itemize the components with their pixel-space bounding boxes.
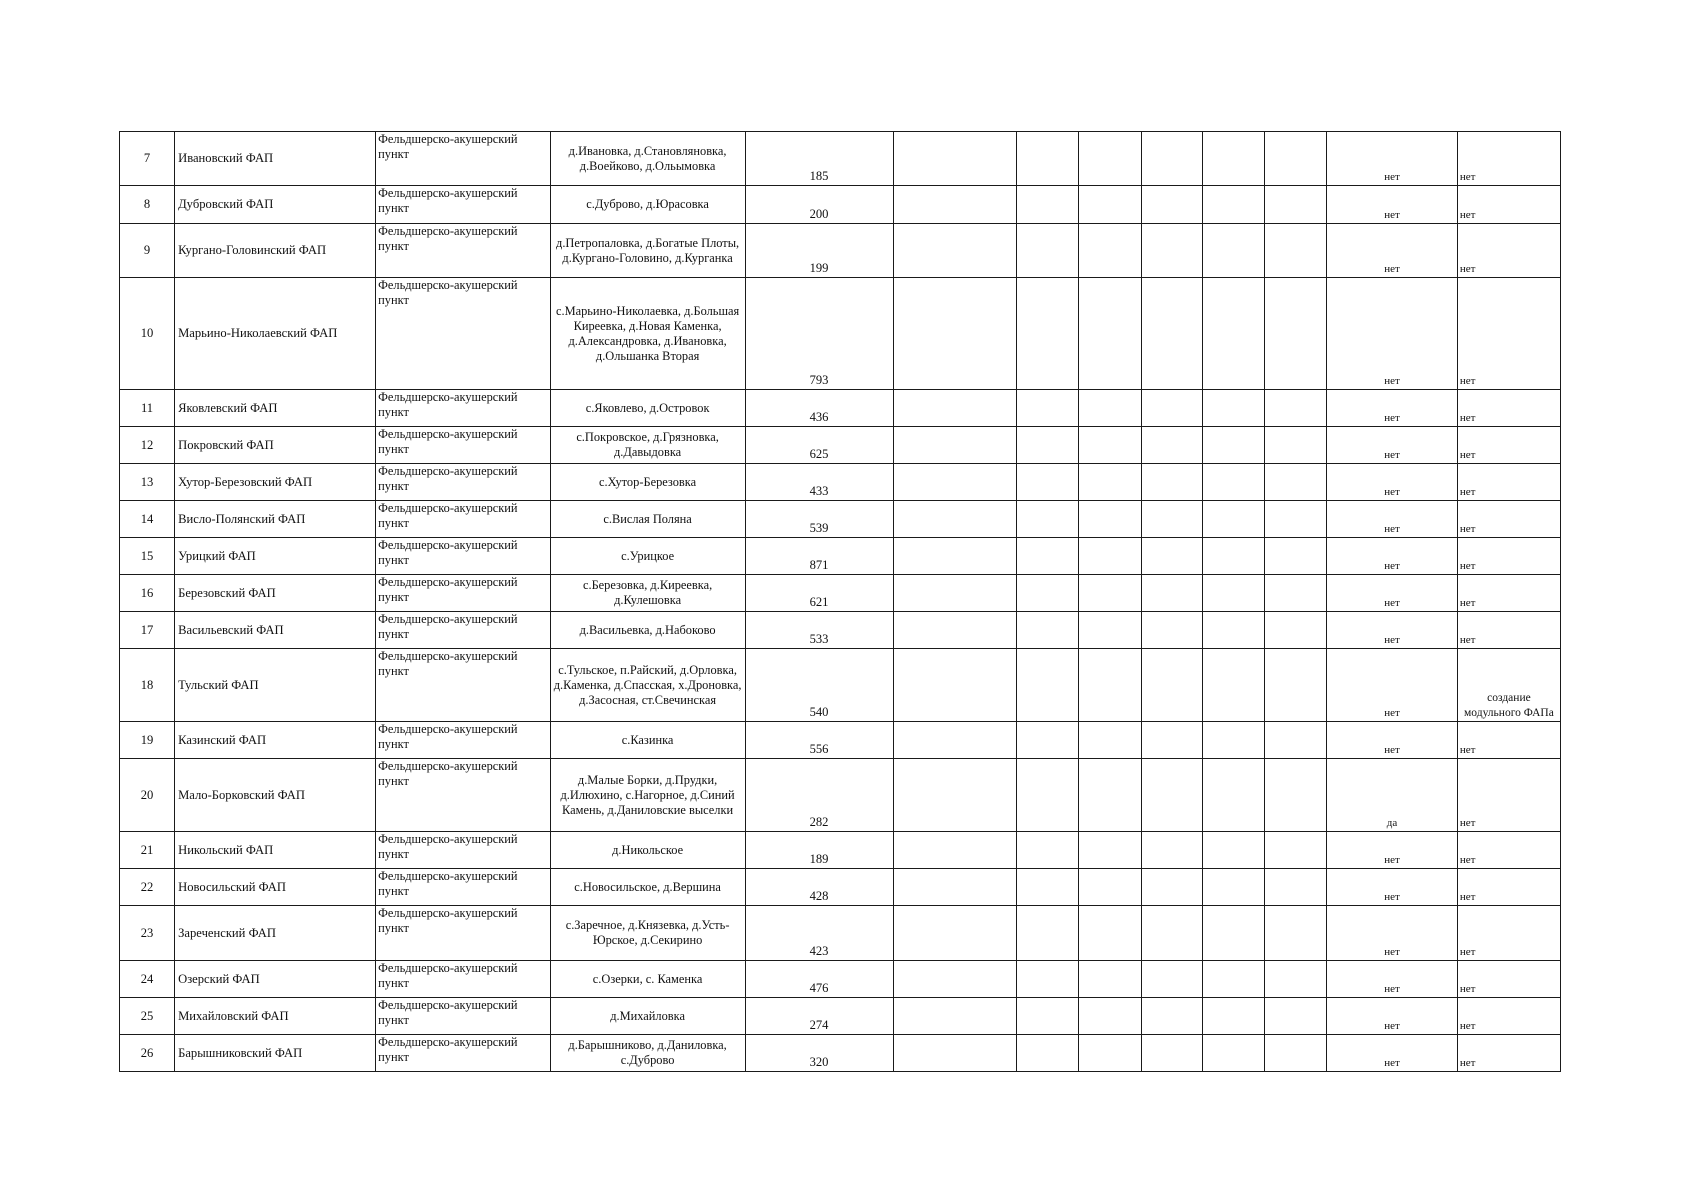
population-cell: 533 — [745, 612, 893, 649]
facility-type-cell: Фельдшерско-акушерский пункт — [376, 612, 551, 649]
table-row — [120, 501, 1561, 538]
facility-name-cell: Кургано-Головинский ФАП — [175, 224, 376, 278]
plan-cell: нет — [1457, 998, 1560, 1035]
population-cell: 540 — [745, 649, 893, 722]
row-number-cell: 14 — [120, 501, 175, 538]
empty-cell — [1079, 427, 1141, 464]
row-number-cell: 23 — [120, 906, 175, 961]
empty-cell — [1264, 538, 1326, 575]
empty-cell — [1079, 538, 1141, 575]
facility-type-cell: Фельдшерско-акушерский пункт — [376, 575, 551, 612]
table-row — [120, 538, 1561, 575]
empty-cell — [893, 501, 1016, 538]
empty-cell — [1079, 278, 1141, 390]
empty-cell — [1141, 464, 1202, 501]
settlements-cell: д.Ивановка, д.Становляновка, д.Воейково, д.Ольымовка — [550, 132, 745, 186]
empty-cell — [893, 278, 1016, 390]
license-cell: нет — [1327, 1035, 1458, 1072]
table-row — [120, 832, 1561, 869]
license-cell: нет — [1327, 501, 1458, 538]
empty-cell — [893, 538, 1016, 575]
population-cell: 436 — [745, 390, 893, 427]
row-number-cell: 16 — [120, 575, 175, 612]
facility-type-cell: Фельдшерско-акушерский пункт — [376, 961, 551, 998]
row-number-cell: 24 — [120, 961, 175, 998]
facility-type-cell: Фельдшерско-акушерский пункт — [376, 649, 551, 722]
row-number-cell: 26 — [120, 1035, 175, 1072]
empty-cell — [1079, 1035, 1141, 1072]
empty-cell — [1264, 464, 1326, 501]
empty-cell — [1202, 278, 1264, 390]
empty-cell — [893, 612, 1016, 649]
empty-cell — [1017, 132, 1079, 186]
population-cell: 793 — [745, 278, 893, 390]
facility-name-cell: Барышниковский ФАП — [175, 1035, 376, 1072]
empty-cell — [1264, 501, 1326, 538]
settlements-cell: д.Малые Борки, д.Прудки, д.Илюхино, с.Нагорное, д.Синий Камень, д.Даниловские выселки — [550, 759, 745, 832]
table-row — [120, 1035, 1561, 1072]
facility-name-cell: Мало-Борковский ФАП — [175, 759, 376, 832]
plan-cell: нет — [1457, 906, 1560, 961]
empty-cell — [1264, 1035, 1326, 1072]
facility-name-cell: Марьино-Николаевский ФАП — [175, 278, 376, 390]
facility-name-cell: Ивановский ФАП — [175, 132, 376, 186]
empty-cell — [1141, 278, 1202, 390]
license-cell: нет — [1327, 278, 1458, 390]
facility-type-cell: Фельдшерско-акушерский пункт — [376, 186, 551, 224]
plan-cell: нет — [1457, 427, 1560, 464]
plan-cell: нет — [1457, 722, 1560, 759]
row-number-cell: 21 — [120, 832, 175, 869]
plan-cell: нет — [1457, 186, 1560, 224]
empty-cell — [893, 575, 1016, 612]
row-number-cell: 10 — [120, 278, 175, 390]
facility-name-cell: Новосильский ФАП — [175, 869, 376, 906]
empty-cell — [1141, 186, 1202, 224]
license-cell: нет — [1327, 961, 1458, 998]
table-row — [120, 759, 1561, 832]
empty-cell — [1017, 649, 1079, 722]
empty-cell — [1264, 832, 1326, 869]
empty-cell — [1017, 224, 1079, 278]
population-cell: 556 — [745, 722, 893, 759]
empty-cell — [1141, 132, 1202, 186]
row-number-cell: 9 — [120, 224, 175, 278]
row-number-cell: 11 — [120, 390, 175, 427]
settlements-cell: д.Никольское — [550, 832, 745, 869]
empty-cell — [893, 869, 1016, 906]
empty-cell — [1202, 612, 1264, 649]
settlements-cell: д.Петропаловка, д.Богатые Плоты, д.Кургано-Головино, д.Курганка — [550, 224, 745, 278]
facility-name-cell: Дубровский ФАП — [175, 186, 376, 224]
empty-cell — [1017, 759, 1079, 832]
empty-cell — [1264, 722, 1326, 759]
population-cell: 476 — [745, 961, 893, 998]
facility-name-cell: Березовский ФАП — [175, 575, 376, 612]
facility-name-cell: Висло-Полянский ФАП — [175, 501, 376, 538]
empty-cell — [1079, 575, 1141, 612]
empty-cell — [1079, 906, 1141, 961]
empty-cell — [893, 464, 1016, 501]
empty-cell — [1202, 501, 1264, 538]
empty-cell — [1079, 832, 1141, 869]
plan-cell: нет — [1457, 575, 1560, 612]
empty-cell — [1079, 390, 1141, 427]
empty-cell — [1264, 390, 1326, 427]
empty-cell — [893, 649, 1016, 722]
empty-cell — [1141, 1035, 1202, 1072]
empty-cell — [1141, 961, 1202, 998]
empty-cell — [1141, 224, 1202, 278]
facility-type-cell: Фельдшерско-акушерский пункт — [376, 759, 551, 832]
empty-cell — [1079, 464, 1141, 501]
table-row — [120, 575, 1561, 612]
empty-cell — [1202, 186, 1264, 224]
table-row — [120, 998, 1561, 1035]
table-row — [120, 427, 1561, 464]
table-row — [120, 278, 1561, 390]
population-cell: 625 — [745, 427, 893, 464]
empty-cell — [1202, 906, 1264, 961]
license-cell: нет — [1327, 464, 1458, 501]
license-cell: нет — [1327, 612, 1458, 649]
empty-cell — [1202, 961, 1264, 998]
empty-cell — [893, 186, 1016, 224]
population-cell: 539 — [745, 501, 893, 538]
empty-cell — [893, 759, 1016, 832]
empty-cell — [1202, 427, 1264, 464]
table-row — [120, 961, 1561, 998]
facility-name-cell: Казинский ФАП — [175, 722, 376, 759]
empty-cell — [1202, 575, 1264, 612]
license-cell: нет — [1327, 538, 1458, 575]
settlements-cell: с.Марьино-Николаевка, д.Большая Киреевка, д.Новая Каменка, д.Александровка, д.Ивановка, д.Ольшанка Вторая — [550, 278, 745, 390]
empty-cell — [1264, 649, 1326, 722]
empty-cell — [1141, 538, 1202, 575]
empty-cell — [1017, 1035, 1079, 1072]
settlements-cell: с.Новосильское, д.Вершина — [550, 869, 745, 906]
table-row — [120, 906, 1561, 961]
population-cell: 274 — [745, 998, 893, 1035]
population-cell: 428 — [745, 869, 893, 906]
table-row — [120, 649, 1561, 722]
facility-type-cell: Фельдшерско-акушерский пункт — [376, 427, 551, 464]
plan-cell: нет — [1457, 278, 1560, 390]
plan-cell: нет — [1457, 759, 1560, 832]
settlements-cell: с.Урицкое — [550, 538, 745, 575]
empty-cell — [1017, 278, 1079, 390]
empty-cell — [893, 1035, 1016, 1072]
settlements-cell: с.Покровское, д.Грязновка, д.Давыдовка — [550, 427, 745, 464]
empty-cell — [1202, 722, 1264, 759]
empty-cell — [1202, 832, 1264, 869]
settlements-cell: с.Вислая Поляна — [550, 501, 745, 538]
empty-cell — [1017, 464, 1079, 501]
empty-cell — [1017, 538, 1079, 575]
table-row — [120, 722, 1561, 759]
settlements-cell: с.Яковлево, д.Островок — [550, 390, 745, 427]
license-cell: нет — [1327, 869, 1458, 906]
empty-cell — [1079, 759, 1141, 832]
empty-cell — [1017, 998, 1079, 1035]
empty-cell — [1141, 501, 1202, 538]
facility-type-cell: Фельдшерско-акушерский пункт — [376, 464, 551, 501]
empty-cell — [1264, 961, 1326, 998]
row-number-cell: 22 — [120, 869, 175, 906]
population-cell: 185 — [745, 132, 893, 186]
facility-type-cell: Фельдшерско-акушерский пункт — [376, 278, 551, 390]
empty-cell — [1141, 906, 1202, 961]
population-cell: 199 — [745, 224, 893, 278]
facility-name-cell: Тульский ФАП — [175, 649, 376, 722]
empty-cell — [1017, 390, 1079, 427]
plan-cell: нет — [1457, 832, 1560, 869]
plan-cell: нет — [1457, 224, 1560, 278]
empty-cell — [893, 132, 1016, 186]
facility-name-cell: Покровский ФАП — [175, 427, 376, 464]
settlements-cell: с.Казинка — [550, 722, 745, 759]
empty-cell — [1264, 278, 1326, 390]
table-row — [120, 464, 1561, 501]
population-cell: 320 — [745, 1035, 893, 1072]
empty-cell — [1079, 722, 1141, 759]
empty-cell — [1141, 575, 1202, 612]
row-number-cell: 20 — [120, 759, 175, 832]
facility-type-cell: Фельдшерско-акушерский пункт — [376, 832, 551, 869]
plan-cell: нет — [1457, 464, 1560, 501]
settlements-cell: с.Заречное, д.Князевка, д.Усть-Юрское, д.Секирино — [550, 906, 745, 961]
settlements-cell: с.Хутор-Березовка — [550, 464, 745, 501]
empty-cell — [1264, 224, 1326, 278]
empty-cell — [1079, 501, 1141, 538]
empty-cell — [1017, 427, 1079, 464]
empty-cell — [1017, 501, 1079, 538]
empty-cell — [1141, 390, 1202, 427]
empty-cell — [1264, 759, 1326, 832]
facility-type-cell: Фельдшерско-акушерский пункт — [376, 390, 551, 427]
empty-cell — [893, 390, 1016, 427]
empty-cell — [1264, 575, 1326, 612]
empty-cell — [1202, 464, 1264, 501]
license-cell: нет — [1327, 224, 1458, 278]
license-cell: нет — [1327, 998, 1458, 1035]
row-number-cell: 15 — [120, 538, 175, 575]
empty-cell — [1017, 612, 1079, 649]
empty-cell — [1079, 186, 1141, 224]
facility-type-cell: Фельдшерско-акушерский пункт — [376, 538, 551, 575]
facility-type-cell: Фельдшерско-акушерский пункт — [376, 906, 551, 961]
settlements-cell: с.Озерки, с. Каменка — [550, 961, 745, 998]
row-number-cell: 12 — [120, 427, 175, 464]
facility-type-cell: Фельдшерско-акушерский пункт — [376, 998, 551, 1035]
empty-cell — [1141, 832, 1202, 869]
facility-name-cell: Хутор-Березовский ФАП — [175, 464, 376, 501]
empty-cell — [1079, 132, 1141, 186]
facility-name-cell: Зареченский ФАП — [175, 906, 376, 961]
plan-cell: нет — [1457, 961, 1560, 998]
row-number-cell: 13 — [120, 464, 175, 501]
plan-cell: нет — [1457, 390, 1560, 427]
settlements-cell: с.Дуброво, д.Юрасовка — [550, 186, 745, 224]
table-row — [120, 390, 1561, 427]
facility-name-cell: Васильевский ФАП — [175, 612, 376, 649]
empty-cell — [1141, 427, 1202, 464]
settlements-cell: д.Михайловка — [550, 998, 745, 1035]
empty-cell — [1202, 132, 1264, 186]
facility-name-cell: Михайловский ФАП — [175, 998, 376, 1035]
license-cell: нет — [1327, 132, 1458, 186]
empty-cell — [893, 998, 1016, 1035]
plan-cell: нет — [1457, 132, 1560, 186]
plan-cell: нет — [1457, 1035, 1560, 1072]
plan-cell: нет — [1457, 612, 1560, 649]
plan-cell: нет — [1457, 538, 1560, 575]
empty-cell — [1264, 186, 1326, 224]
facility-type-cell: Фельдшерско-акушерский пункт — [376, 501, 551, 538]
settlements-cell: с.Тульское, п.Райский, д.Орловка, д.Каменка, д.Спасская, х.Дроновка, д.Засосная, ст.Свечинская — [550, 649, 745, 722]
population-cell: 621 — [745, 575, 893, 612]
empty-cell — [1202, 390, 1264, 427]
settlements-cell: с.Березовка, д.Киреевка, д.Кулешовка — [550, 575, 745, 612]
population-cell: 423 — [745, 906, 893, 961]
empty-cell — [1202, 538, 1264, 575]
empty-cell — [1017, 869, 1079, 906]
empty-cell — [893, 961, 1016, 998]
population-cell: 433 — [745, 464, 893, 501]
empty-cell — [1017, 722, 1079, 759]
empty-cell — [1017, 906, 1079, 961]
table-row — [120, 869, 1561, 906]
plan-cell: создание модульного ФАПа — [1457, 649, 1560, 722]
settlements-cell: д.Васильевка, д.Набоково — [550, 612, 745, 649]
row-number-cell: 19 — [120, 722, 175, 759]
empty-cell — [893, 224, 1016, 278]
facility-type-cell: Фельдшерско-акушерский пункт — [376, 1035, 551, 1072]
table-row — [120, 224, 1561, 278]
empty-cell — [1079, 224, 1141, 278]
empty-cell — [1202, 869, 1264, 906]
empty-cell — [1202, 759, 1264, 832]
plan-cell: нет — [1457, 869, 1560, 906]
license-cell: нет — [1327, 832, 1458, 869]
license-cell: нет — [1327, 186, 1458, 224]
empty-cell — [1141, 998, 1202, 1035]
row-number-cell: 8 — [120, 186, 175, 224]
empty-cell — [1017, 832, 1079, 869]
population-cell: 282 — [745, 759, 893, 832]
empty-cell — [1141, 759, 1202, 832]
empty-cell — [893, 832, 1016, 869]
row-number-cell: 25 — [120, 998, 175, 1035]
empty-cell — [1079, 961, 1141, 998]
license-cell: нет — [1327, 390, 1458, 427]
license-cell: нет — [1327, 722, 1458, 759]
population-cell: 200 — [745, 186, 893, 224]
empty-cell — [1264, 427, 1326, 464]
empty-cell — [1079, 649, 1141, 722]
license-cell: нет — [1327, 575, 1458, 612]
facility-type-cell: Фельдшерско-акушерский пункт — [376, 722, 551, 759]
empty-cell — [1141, 649, 1202, 722]
empty-cell — [1264, 906, 1326, 961]
row-number-cell: 18 — [120, 649, 175, 722]
empty-cell — [1202, 998, 1264, 1035]
empty-cell — [1202, 649, 1264, 722]
table-row — [120, 612, 1561, 649]
empty-cell — [1141, 612, 1202, 649]
empty-cell — [893, 722, 1016, 759]
empty-cell — [1017, 961, 1079, 998]
facility-type-cell: Фельдшерско-акушерский пункт — [376, 132, 551, 186]
table-row — [120, 186, 1561, 224]
facility-name-cell: Никольский ФАП — [175, 832, 376, 869]
facility-type-cell: Фельдшерско-акушерский пункт — [376, 224, 551, 278]
empty-cell — [1017, 575, 1079, 612]
facility-name-cell: Яковлевский ФАП — [175, 390, 376, 427]
facility-type-cell: Фельдшерско-акушерский пункт — [376, 869, 551, 906]
license-cell: нет — [1327, 649, 1458, 722]
empty-cell — [1079, 612, 1141, 649]
population-cell: 189 — [745, 832, 893, 869]
empty-cell — [1202, 1035, 1264, 1072]
empty-cell — [1264, 132, 1326, 186]
license-cell: нет — [1327, 427, 1458, 464]
empty-cell — [1079, 869, 1141, 906]
empty-cell — [1264, 869, 1326, 906]
empty-cell — [893, 906, 1016, 961]
facility-name-cell: Озерский ФАП — [175, 961, 376, 998]
facility-name-cell: Урицкий ФАП — [175, 538, 376, 575]
empty-cell — [1017, 186, 1079, 224]
row-number-cell: 7 — [120, 132, 175, 186]
row-number-cell: 17 — [120, 612, 175, 649]
empty-cell — [1079, 998, 1141, 1035]
table-body — [120, 132, 1561, 1072]
plan-cell: нет — [1457, 501, 1560, 538]
table-row — [120, 132, 1561, 186]
empty-cell — [1264, 612, 1326, 649]
facilities-table — [119, 131, 1561, 1072]
empty-cell — [1141, 869, 1202, 906]
empty-cell — [1141, 722, 1202, 759]
empty-cell — [1264, 998, 1326, 1035]
empty-cell — [893, 427, 1016, 464]
license-cell: да — [1327, 759, 1458, 832]
settlements-cell: д.Барышниково, д.Даниловка, с.Дуброво — [550, 1035, 745, 1072]
license-cell: нет — [1327, 906, 1458, 961]
population-cell: 871 — [745, 538, 893, 575]
empty-cell — [1202, 224, 1264, 278]
